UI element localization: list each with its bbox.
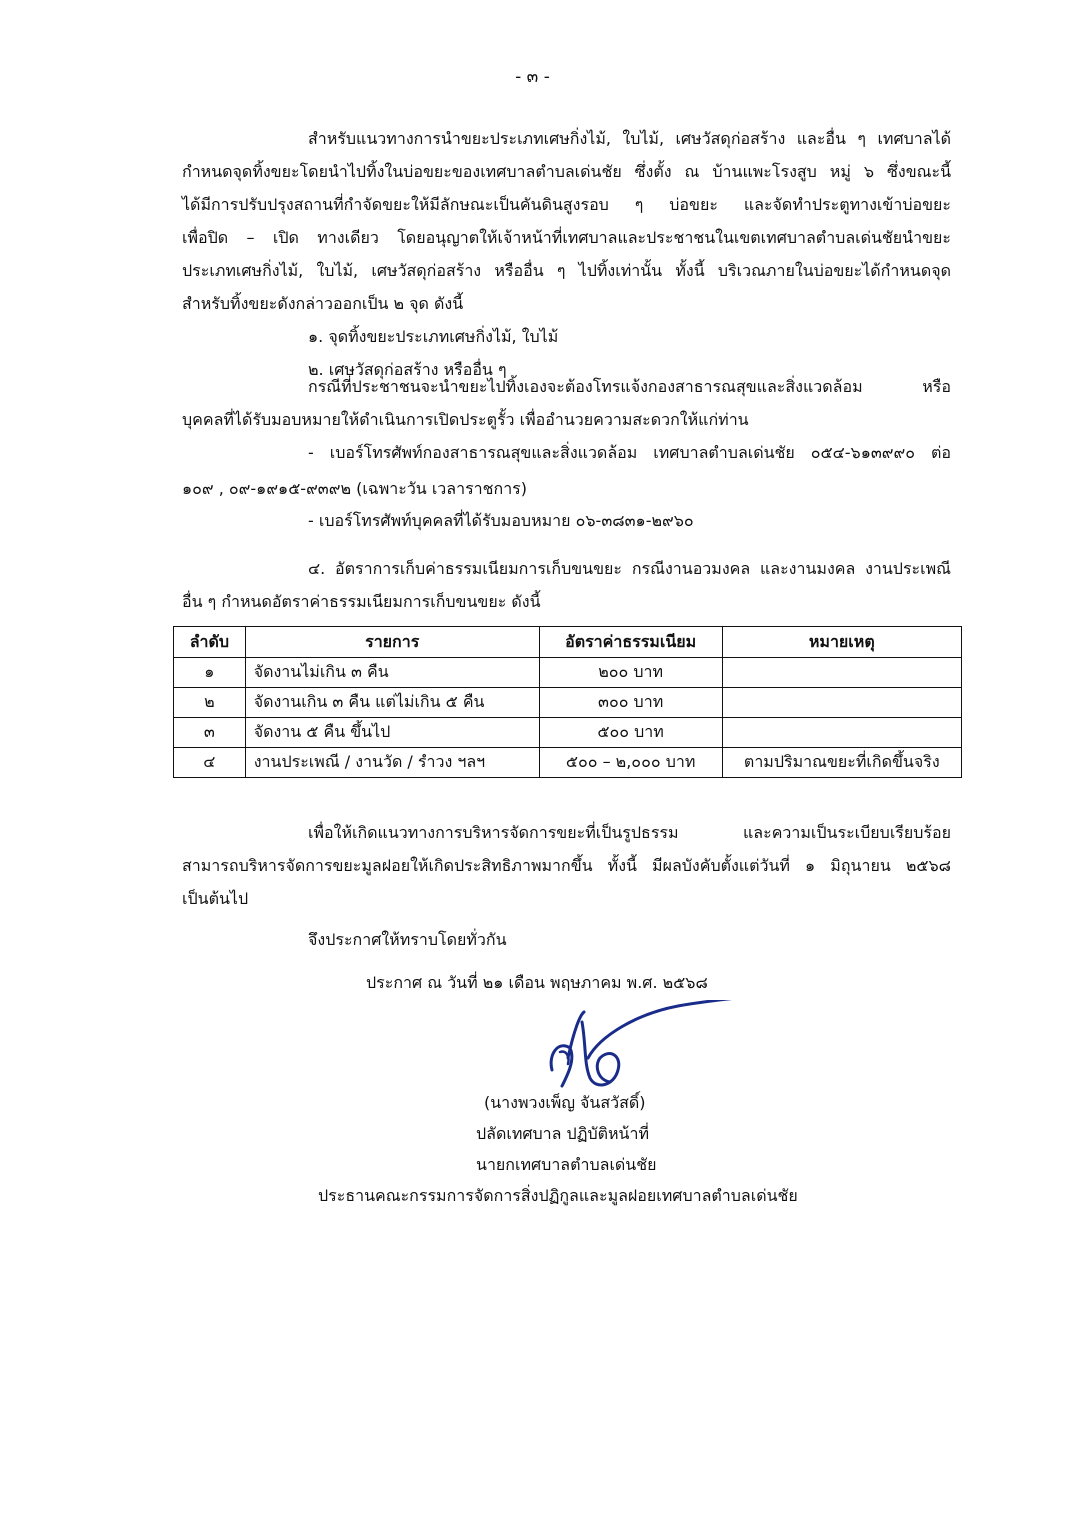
body-line-2: กำหนดจุดทิ้งขยะโดยนำไปทิ้งในบ่อขยะของเทศบาลตำบลเด่นชัย ซึ่งตั้ง ณ บ้านแพะโรงสูบ หมู่ ๖ ซึ่งขณะนี้ (182, 162, 951, 181)
table-row (174, 748, 962, 778)
col-header-note: หมายเหตุ (722, 627, 961, 658)
body-line-1: สำหรับแนวทางการนำขยะประเภทเศษกิ่งไม้, ใบไม้, เศษวัสดุก่อสร้าง และอื่น ๆ เทศบาลได้ (308, 129, 951, 148)
closing-line-1: เพื่อให้เกิดแนวทางการบริหารจัดการขยะที่เป็นรูปธรรม และความเป็นระเบียบเรียบร้อย (308, 823, 951, 842)
contact-line-1: กรณีที่ประชาชนจะนำขยะไปทิ้งเองจะต้องโทรแจ้งกองสาธารณสุขและสิ่งแวดล้อม หรือ (308, 377, 951, 396)
row-item: จัดงาน ๕ คืน ขึ้นไป (245, 718, 539, 748)
col-header-rate: อัตราค่าธรรมเนียม (539, 627, 722, 658)
row-note (722, 688, 961, 718)
signatory-name: (นางพวงเพ็ญ จันสวัสดิ์) (484, 1093, 646, 1112)
row-note: ตามปริมาณขยะที่เกิดขึ้นจริง (722, 748, 961, 778)
phone-line-3: - เบอร์โทรศัพท์บุคคลที่ได้รับมอบหมาย ๐๖-๓๘๓๑-๒๙๖๐ (308, 511, 694, 530)
announcement: จึงประกาศให้ทราบโดยทั่วกัน (308, 930, 507, 949)
phone-line-2: ๑๐๙ , ๐๙-๑๙๑๕-๙๓๙๒ (เฉพาะวัน เวลาราชการ) (182, 479, 528, 498)
contact-line-2: บุคคลที่ได้รับมอบหมายให้ดำเนินการเปิดประตูรั้ว เพื่ออำนวยความสะดวกให้แก่ท่าน (182, 410, 749, 429)
fee-table (173, 626, 962, 778)
body-line-6: สำหรับทิ้งขยะดังกล่าวออกเป็น ๒ จุด ดังนี้ (182, 294, 464, 313)
body-line-3: ได้มีการปรับปรุงสถานที่กำจัดขยะให้มีลักษณะเป็นคันดินสูงรอบ ๆ บ่อขยะ และจัดทำประตูทางเข้าบ่อขยะ (182, 195, 951, 214)
table-header-row (174, 627, 962, 658)
point-1: ๑. จุดทิ้งขยะประเภทเศษกิ่งไม้, ใบไม้ (308, 327, 559, 346)
row-note (722, 718, 961, 748)
row-order: ๒ (174, 688, 246, 718)
signatory-position-1: ปลัดเทศบาล ปฏิบัติหน้าที่ (476, 1124, 650, 1143)
row-item: งานประเพณี / งานวัด / รำวง ฯลฯ (245, 748, 539, 778)
signatory-position-3: ประธานคณะกรรมการจัดการสิ่งปฏิกูลและมูลฝอยเทศบาลตำบลเด่นชัย (318, 1186, 798, 1205)
signature-mark (540, 1000, 740, 1095)
body-line-5: ประเภทเศษกิ่งไม้, ใบไม้, เศษวัสดุก่อสร้าง หรืออื่น ๆ ไปทิ้งเท่านั้น ทั้งนี้ บริเวณภายในบ่อขยะได้กำหนดจุด (182, 261, 951, 280)
row-order: ๔ (174, 748, 246, 778)
table-row (174, 718, 962, 748)
row-item: จัดงานไม่เกิน ๓ คืน (245, 658, 539, 688)
section4-line-1: ๔. อัตราการเก็บค่าธรรมเนียมการเก็บขนขยะ กรณีงานอวมงคล และงานมงคล งานประเพณี (308, 559, 951, 578)
closing-line-3: เป็นต้นไป (182, 889, 249, 908)
row-rate: ๓๐๐ บาท (539, 688, 722, 718)
table-row (174, 688, 962, 718)
phone-line-1: - เบอร์โทรศัพท์กองสาธารณสุขและสิ่งแวดล้อม เทศบาลตำบลเด่นชัย ๐๕๔-๖๑๓๙๙๐ ต่อ (308, 443, 951, 462)
row-rate: ๕๐๐ – ๒,๐๐๐ บาท (539, 748, 722, 778)
closing-line-2: สามารถบริหารจัดการขยะมูลฝอยให้เกิดประสิทธิภาพมากขึ้น ทั้งนี้ มีผลบังคับตั้งแต่วันที่ ๑ มิถุนายน ๒๕๖๘ (182, 856, 951, 875)
col-header-item: รายการ (245, 627, 539, 658)
row-note (722, 658, 961, 688)
row-rate: ๕๐๐ บาท (539, 718, 722, 748)
row-item: จัดงานเกิน ๓ คืน แต่ไม่เกิน ๕ คืน (245, 688, 539, 718)
row-rate: ๒๐๐ บาท (539, 658, 722, 688)
page-number: - ๓ - (515, 67, 550, 87)
point-2: ๒. เศษวัสดุก่อสร้าง หรืออื่น ๆ (308, 360, 507, 379)
col-header-order: ลำดับ (174, 627, 246, 658)
row-order: ๑ (174, 658, 246, 688)
signatory-position-2: นายกเทศบาลตำบลเด่นชัย (476, 1155, 657, 1174)
table-row (174, 658, 962, 688)
date-line: ประกาศ ณ วันที่ ๒๑ เดือน พฤษภาคม พ.ศ. ๒๕๖๘ (366, 973, 708, 992)
row-order: ๓ (174, 718, 246, 748)
body-line-4: เพื่อปิด – เปิด ทางเดียว โดยอนุญาตให้เจ้าหน้าที่เทศบาลและประชาชนในเขตเทศบาลตำบลเด่นชัยนำขยะ (182, 228, 951, 247)
section4-line-2: อื่น ๆ กำหนดอัตราค่าธรรมเนียมการเก็บขนขยะ ดังนี้ (182, 592, 541, 611)
